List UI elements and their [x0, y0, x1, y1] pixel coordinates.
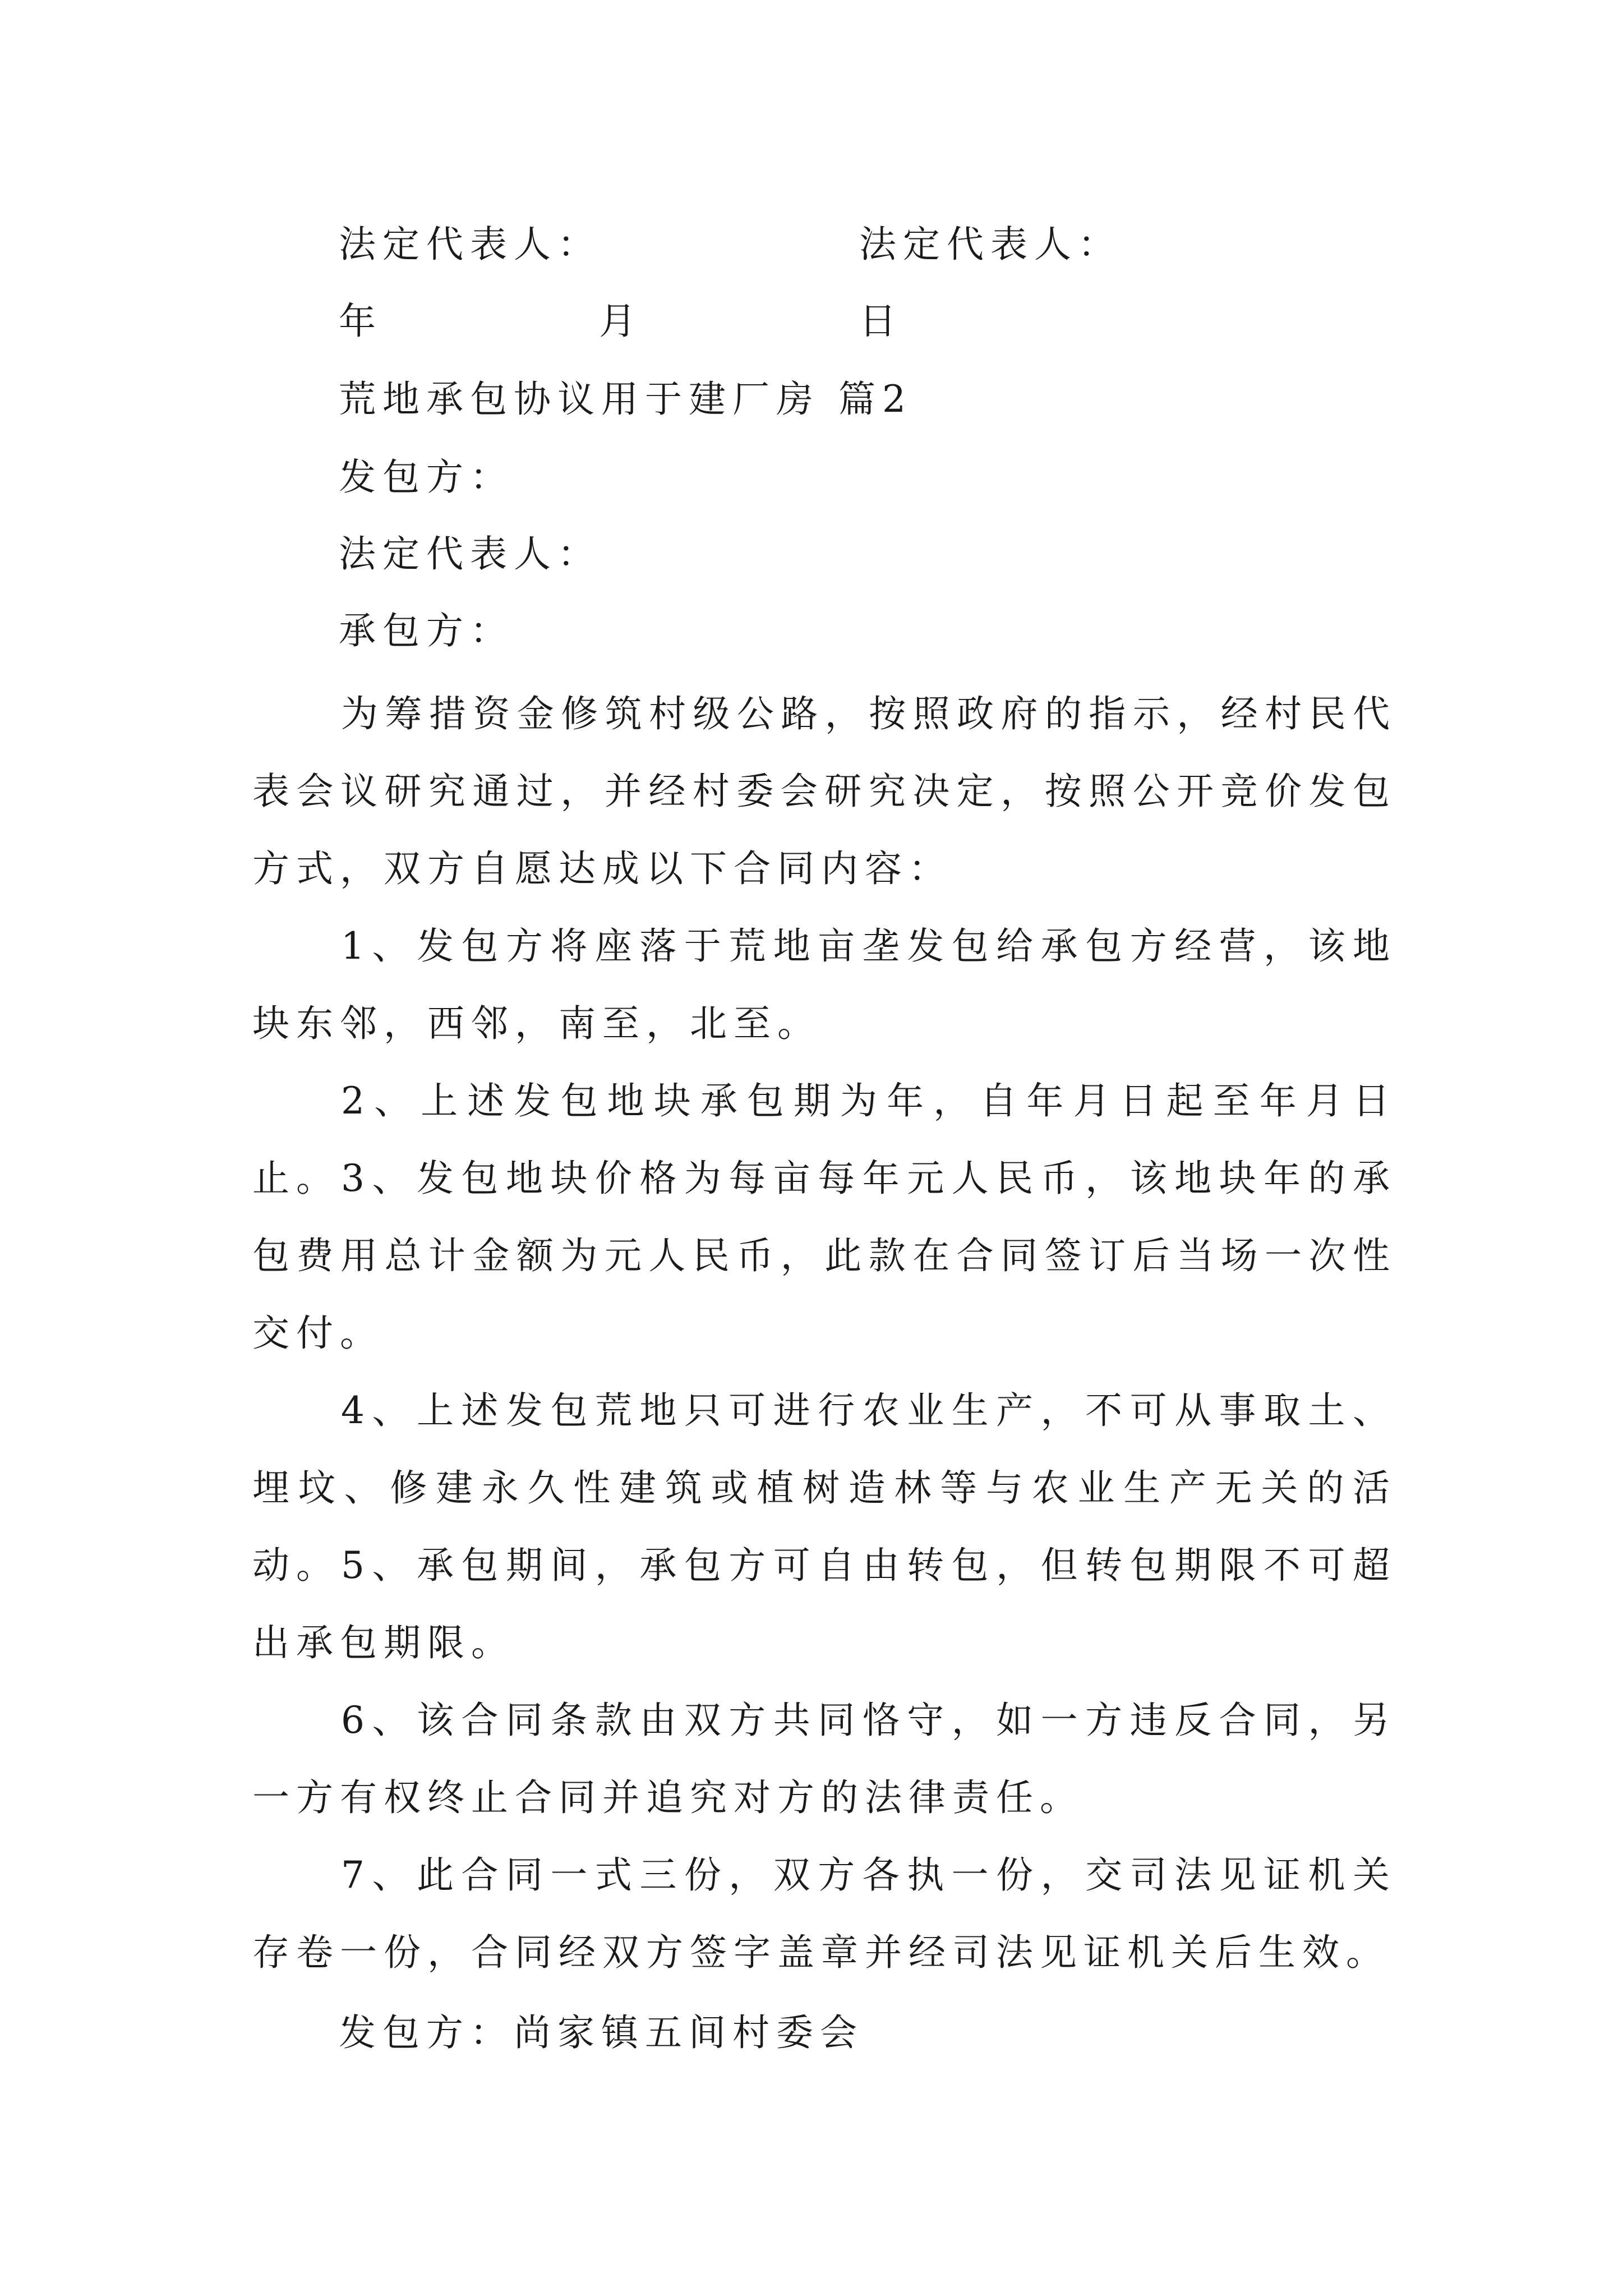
clause-2: 2、上述发包地块承包期为年，自年月日起至年月日止。 [252, 1079, 1396, 1200]
clause-1: 1、发包方将座落于荒地亩垄发包给承包方经营，该地块东邻，西邻，南至，北至。 [252, 924, 1396, 1045]
contractee-label: 承包方： [339, 609, 514, 652]
intro-paragraph: 为筹措资金修筑村级公路，按照政府的指示，经村民代表会议研究通过，并经村委会研究决定，按照公开竞价发包方式，双方自愿达成以下合同内容： [252, 692, 1396, 890]
date-year-label: 年 [339, 300, 382, 343]
party-a-legal-rep-label: 法定代表人： [339, 223, 601, 266]
date-day-label: 日 [859, 300, 903, 343]
section-heading: 荒地承包协议用于建厂房 篇2 [339, 378, 912, 421]
contractor-label: 发包方： [339, 455, 514, 499]
clause-5: 5、承包期间，承包方可自由转包，但转包期限不可超出承包期限。 [252, 1544, 1396, 1664]
contractor-signature: 发包方：尚家镇五间村委会 [339, 2011, 864, 2054]
legal-rep-label: 法定代表人： [339, 532, 601, 576]
date-month-label: 月 [599, 300, 643, 343]
clause-4: 4、上述发包荒地只可进行农业生产，不可从事取土、埋坟、修建永久性建筑或植树造林等与农业生产无关的活动。 [252, 1389, 1396, 1587]
clause-7: 7、此合同一式三份，双方各执一份，交司法见证机关存卷一份，合同经双方签字盖章并经司法见证机关后生效。 [252, 1853, 1396, 1974]
clause-6: 6、该合同条款由双方共同恪守，如一方违反合同，另一方有权终止合同并追究对方的法律责任。 [252, 1699, 1396, 1819]
clause-3: 3、发包地块价格为每亩每年元人民币，该地块年的承包费用总计金额为元人民币，此款在合同签订后当场一次性交付。 [252, 1157, 1396, 1355]
party-b-legal-rep-label: 法定代表人： [859, 223, 1122, 266]
